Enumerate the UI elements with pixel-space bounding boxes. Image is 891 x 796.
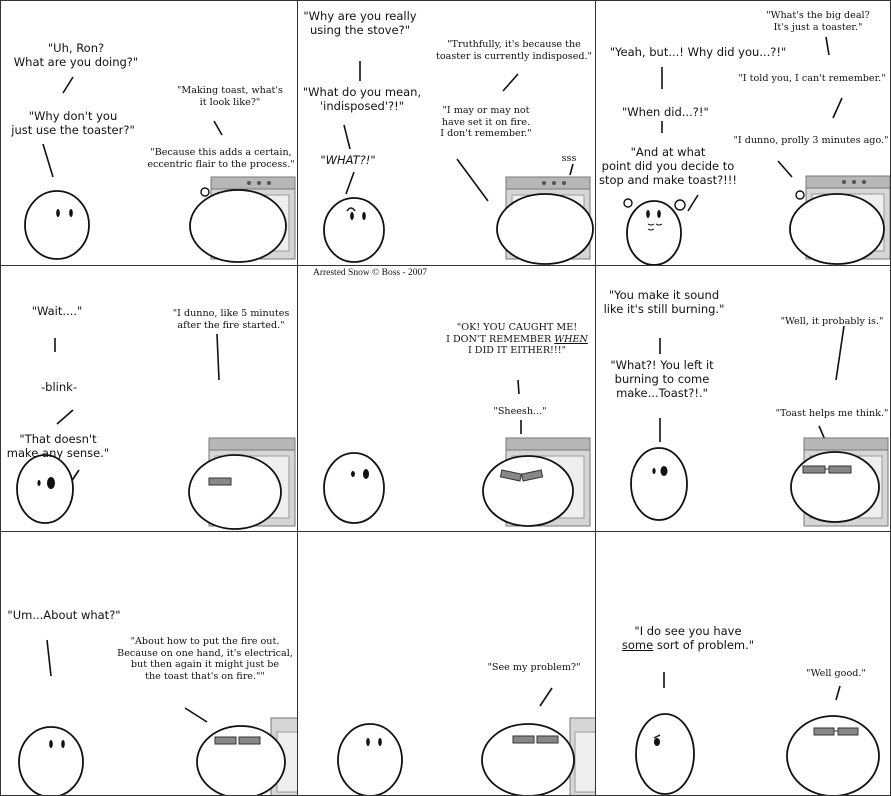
speech-text: "Yeah, but...! Why did you...?!" <box>609 45 787 59</box>
character-boss <box>190 190 286 262</box>
character-boss <box>791 452 879 522</box>
speech-tail <box>346 172 354 194</box>
character-ron <box>631 448 687 520</box>
speech-tail <box>540 688 552 706</box>
speech-text: "See my problem?" <box>487 662 581 673</box>
panel-9 <box>595 531 891 796</box>
speech-text: "WHAT?!" <box>320 153 376 167</box>
speech-text: "That doesn't make any sense." <box>6 432 110 461</box>
character-boss <box>189 455 281 529</box>
speech-text: "Because this adds a certain, eccentric flair to the process." <box>147 147 295 170</box>
speech-text: "Wait...." <box>31 304 83 318</box>
speech-tail <box>518 380 519 394</box>
character-ron <box>25 191 89 259</box>
speech-text: "Truthfully, it's because the toaster is currently indisposed." <box>436 39 592 62</box>
panel-9-drawing <box>596 532 891 796</box>
character-ron <box>627 201 681 265</box>
character-boss <box>482 724 574 796</box>
speech-text: "I dunno, prolly 3 minutes ago." <box>733 135 889 146</box>
speech-tail <box>185 708 207 722</box>
character-ron <box>19 727 83 796</box>
speech-tail <box>826 37 829 55</box>
speech-text: -blink- <box>41 380 77 394</box>
speech-text: "What's the big deal? It's just a toaster." <box>766 10 870 33</box>
speech-text: "When did...?!" <box>622 105 709 119</box>
panel-8 <box>297 531 596 796</box>
speech-text: "I do see you have some sort of problem." <box>621 624 755 653</box>
speech-text: "OK! YOU CAUGHT ME! I DON'T REMEMBER WHEN I DID IT EITHER!!!" <box>446 322 588 357</box>
speech-text: "I may or may not have set it on fire. I don't remember." <box>440 105 532 140</box>
character-boss <box>790 194 884 264</box>
speech-tail <box>43 144 53 177</box>
speech-text: "Well good." <box>806 668 866 679</box>
speech-text: "Making toast, what's it look like?" <box>177 85 283 108</box>
sunglasses <box>209 478 231 485</box>
character-ron <box>324 198 384 262</box>
speech-tail <box>778 161 792 177</box>
thought-bubble <box>796 191 804 199</box>
character-ron <box>338 724 402 796</box>
speech-text: "What?! You left it burning to come make...Toast?!." <box>610 358 714 401</box>
thought-bubble <box>675 200 685 210</box>
panel-4 <box>0 265 298 532</box>
panel-5-drawing <box>298 266 596 532</box>
speech-text: "Why don't you just use the toaster?" <box>11 109 135 138</box>
comic-credit: Arrested Snow © Boss - 2007 <box>312 268 428 278</box>
speech-tail <box>214 121 222 135</box>
panel-1 <box>0 0 298 266</box>
speech-tail <box>63 77 73 93</box>
sound-effect-text: sss <box>561 153 577 164</box>
speech-tail <box>833 98 842 118</box>
speech-text: "I told you, I can't remember." <box>738 73 886 84</box>
panel-5 <box>297 265 596 532</box>
speech-tail <box>457 159 488 201</box>
speech-text: "About how to put the fire out. Because on one hand, it's electrical, but then again it might just be the toast that's on fire."" <box>117 636 293 683</box>
speech-tail <box>570 164 573 175</box>
speech-tail <box>836 326 844 380</box>
speech-tail <box>836 686 840 700</box>
character-ron <box>324 453 384 523</box>
character-boss <box>497 194 593 264</box>
speech-text: "Um...About what?" <box>7 608 121 622</box>
speech-tail <box>688 195 698 211</box>
panel-2 <box>297 0 596 266</box>
character-ron <box>17 455 73 523</box>
character-boss <box>483 456 573 526</box>
speech-tail <box>47 640 51 676</box>
panel-7 <box>0 531 298 796</box>
speech-tail <box>503 74 518 91</box>
panel-3-drawing <box>596 1 891 266</box>
speech-tail <box>57 410 73 424</box>
character-ron <box>636 714 694 794</box>
speech-text: "I dunno, like 5 minutes after the fire started." <box>172 308 290 331</box>
speech-text: "And at what point did you decide to stop and make toast?!!! <box>598 145 738 188</box>
speech-text: "Well, it probably is." <box>780 316 884 327</box>
thought-bubble <box>201 188 209 196</box>
speech-tail <box>344 125 350 149</box>
panel-3 <box>595 0 891 266</box>
speech-text: "What do you mean, 'indisposed'?!" <box>302 85 422 114</box>
thought-bubble <box>624 199 632 207</box>
panel-6 <box>595 265 891 532</box>
speech-text: "You make it sound like it's still burning." <box>603 288 725 317</box>
speech-text: "Toast helps me think." <box>775 408 889 419</box>
speech-text: "Sheesh..." <box>493 406 547 417</box>
speech-tail <box>217 334 219 380</box>
speech-text: "Uh, Ron? What are you doing?" <box>13 41 139 70</box>
speech-text: "Why are you really using the stove?" <box>303 9 417 38</box>
